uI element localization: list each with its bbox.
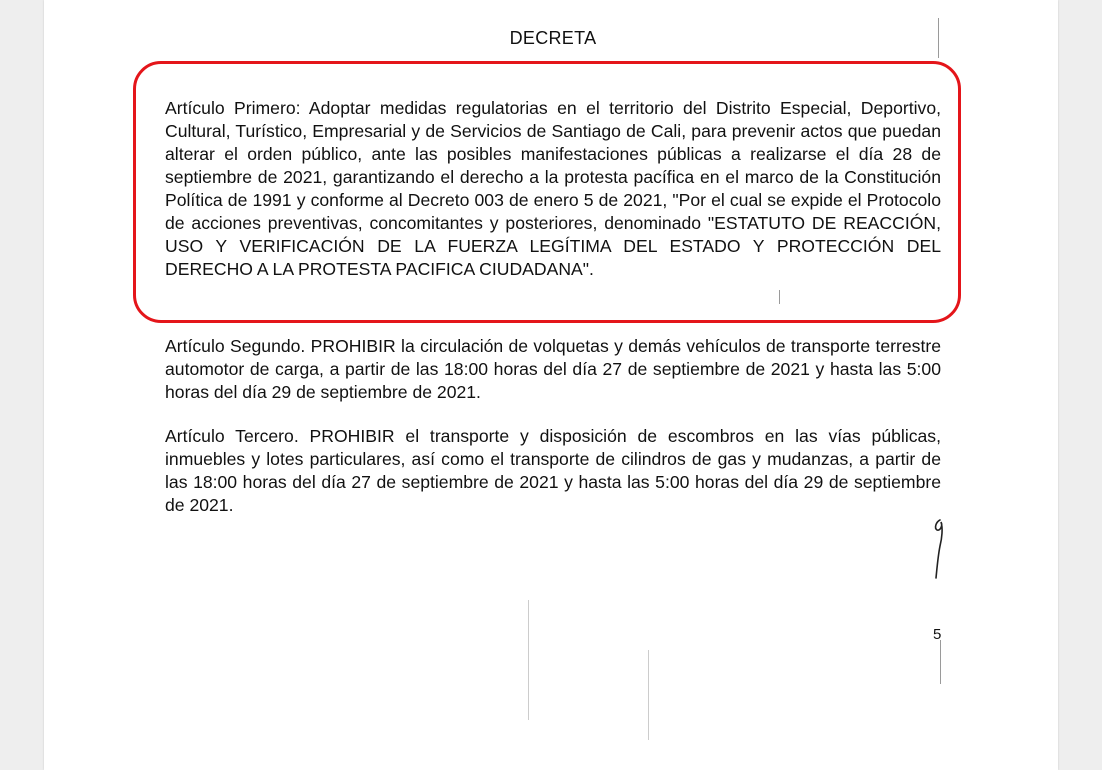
article-first-paragraph: Artículo Primero: Adoptar medidas regulatorias en el territorio del Distrito Especial, Deportivo, Cultural, Turístico, Empresarial y de Servicios de Santiago de Cali, para prevenir actos que puedan alterar el orden público, ante las posibles manifestaciones públicas a realizarse el día 28 de septiembre de 2021, garantizando el derecho a la protesta pacífica en el marco de la Constitución Política de 1991 y conforme al Decreto 003 de enero 5 de 2021, "Por el cual se expide el Protocolo de acciones preventivas, concomitantes y posteriores, denominado "ESTATUTO DE REACCIÓN, USO Y VERIFICACIÓN DE LA FUERZA LEGÍTIMA DEL ESTADO Y PROTECCIÓN DEL DERECHO A LA PROTESTA PACIFICA CIUDADANA".: [165, 98, 941, 279]
decree-heading: DECRETA: [509, 28, 597, 48]
scan-artifact: [648, 650, 649, 740]
article-third-paragraph: Artículo Tercero. PROHIBIR el transporte y disposición de escombros en las vías públicas, inmuebles y lotes particulares, así como el transporte de cilindros de gas y mudanzas, a partir de las 18:00 horas del día 27 de septiembre de 2021 y hasta las 5:00 horas del día 29 de septiembre de 2021.: [165, 426, 941, 515]
page-number: 5: [933, 626, 942, 643]
signature-mark: [926, 516, 950, 580]
article-second-paragraph: Artículo Segundo. PROHIBIR la circulación de volquetas y demás vehículos de transporte terrestre automotor de carga, a partir de las 18:00 horas del día 27 de septiembre de 2021 y hasta las 5:00 horas del día 29 de septiembre de 2021.: [165, 336, 941, 402]
scan-artifact: [528, 600, 529, 720]
scan-artifact: [940, 640, 941, 684]
highlight-box: [133, 61, 961, 323]
